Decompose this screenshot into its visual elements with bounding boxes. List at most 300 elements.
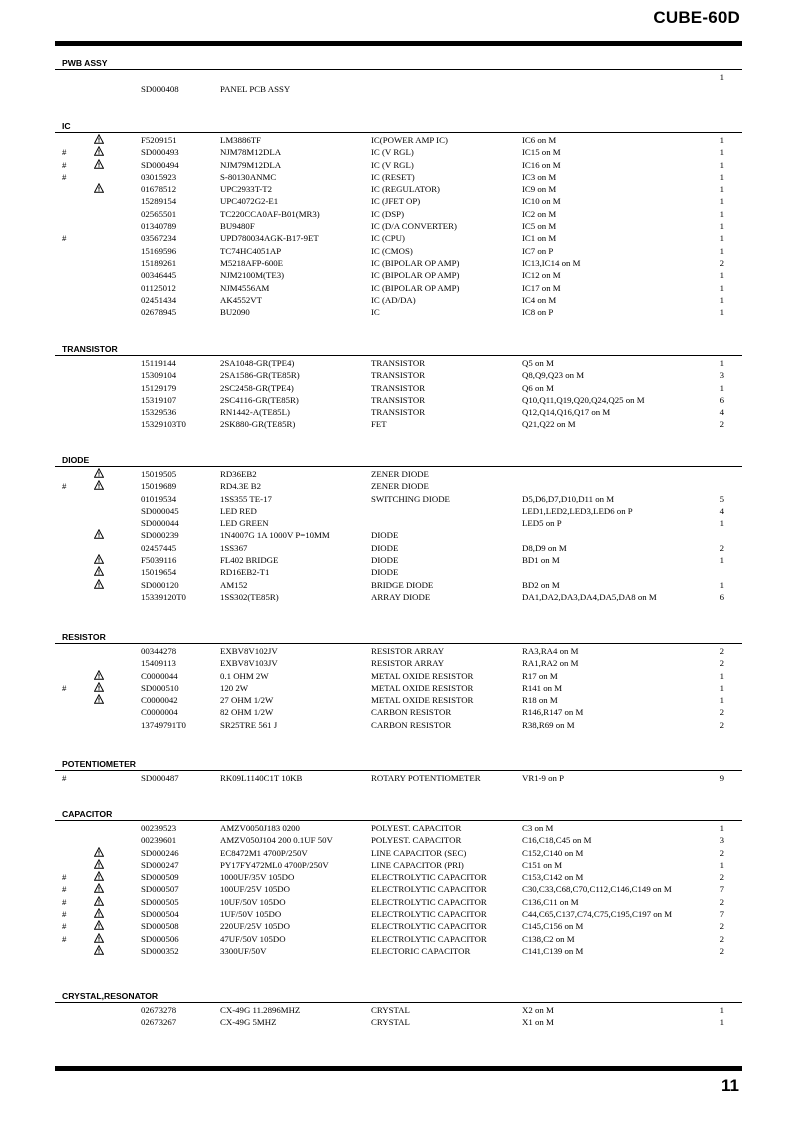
part-description: 27 OHM 1/2W bbox=[220, 695, 274, 706]
part-location: Q8,Q9,Q23 on M bbox=[522, 370, 585, 381]
parts-table bbox=[0, 772, 794, 784]
part-type: IC (JFET OP) bbox=[371, 196, 421, 207]
part-row bbox=[0, 71, 794, 83]
part-location: R38,R69 on M bbox=[522, 719, 575, 730]
section-title: PWB ASSY bbox=[62, 58, 108, 68]
part-row bbox=[0, 146, 794, 158]
part-row bbox=[0, 269, 794, 281]
part-quantity: 1 bbox=[719, 682, 724, 693]
part-description: SR25TRE 561 J bbox=[220, 719, 278, 730]
part-number: C0000042 bbox=[141, 695, 178, 706]
part-quantity: 1 bbox=[719, 72, 724, 82]
part-description: FL402 BRIDGE bbox=[220, 555, 279, 566]
part-description: PY17FY472ML0 4700P/250V bbox=[220, 859, 329, 870]
part-type: IC (D/A CONVERTER) bbox=[371, 221, 457, 232]
part-row bbox=[0, 1016, 794, 1028]
part-quantity: 2 bbox=[719, 719, 724, 730]
part-quantity: 1 bbox=[719, 245, 724, 256]
part-row bbox=[0, 920, 794, 932]
part-location: IC5 on M bbox=[522, 221, 557, 232]
new-part-mark: # bbox=[62, 147, 67, 158]
part-number: 15119144 bbox=[141, 358, 176, 368]
part-number: 15189261 bbox=[141, 257, 177, 268]
part-type: ELECTROLYTIC CAPACITOR bbox=[371, 872, 487, 883]
part-type: IC (CPU) bbox=[371, 233, 405, 244]
part-quantity: 1 bbox=[719, 135, 724, 145]
part-type: ELECTROLYTIC CAPACITOR bbox=[371, 909, 487, 920]
parts-table bbox=[0, 468, 794, 603]
part-location: C145,C156 on M bbox=[522, 921, 584, 932]
part-quantity: 2 bbox=[719, 542, 724, 553]
part-type: METAL OXIDE RESISTOR bbox=[371, 695, 474, 706]
section-title: CAPACITOR bbox=[62, 809, 113, 819]
part-quantity: 6 bbox=[719, 394, 724, 405]
part-number: SD000239 bbox=[141, 530, 179, 541]
part-type: CARBON RESISTOR bbox=[371, 707, 452, 718]
part-quantity: 2 bbox=[719, 707, 724, 718]
part-number: 01019534 bbox=[141, 493, 177, 504]
safety-warning-icon bbox=[94, 883, 104, 893]
part-row bbox=[0, 220, 794, 232]
part-type: ARRAY DIODE bbox=[371, 591, 431, 602]
parts-table bbox=[0, 134, 794, 318]
part-row bbox=[0, 394, 794, 406]
part-description: 10UF/50V 105DO bbox=[220, 896, 286, 907]
part-type: POLYEST. CAPACITOR bbox=[371, 835, 462, 846]
part-type: IC (V RGL) bbox=[371, 147, 414, 158]
part-description: BU9480F bbox=[220, 221, 255, 232]
safety-warning-icon bbox=[94, 871, 104, 881]
section-divider bbox=[55, 466, 742, 467]
part-description: TC74HC4051AP bbox=[220, 245, 282, 256]
part-number: 02451434 bbox=[141, 294, 177, 305]
part-description: 2SC4116-GR(TE85R) bbox=[220, 394, 299, 405]
part-quantity: 1 bbox=[719, 695, 724, 706]
safety-warning-icon bbox=[94, 694, 104, 704]
part-description: 2SA1586-GR(TE85R) bbox=[220, 370, 300, 381]
part-type: IC (RESET) bbox=[371, 171, 415, 182]
part-location: X2 on M bbox=[522, 1005, 554, 1015]
part-number: SD000508 bbox=[141, 921, 179, 932]
part-location: IC7 on P bbox=[522, 245, 554, 256]
part-location: BD1 on M bbox=[522, 555, 560, 566]
part-row bbox=[0, 282, 794, 294]
part-location: C151 on M bbox=[522, 859, 563, 870]
part-number: SD000510 bbox=[141, 682, 179, 693]
part-location: Q12,Q14,Q16,Q17 on M bbox=[522, 407, 611, 418]
part-row bbox=[0, 382, 794, 394]
part-description: AMZV0050J183 0200 bbox=[220, 823, 300, 833]
part-quantity: 7 bbox=[719, 884, 724, 895]
part-description: RD4.3E B2 bbox=[220, 481, 262, 492]
part-number: F5039116 bbox=[141, 555, 177, 566]
part-location: DA1,DA2,DA3,DA4,DA5,DA8 on M bbox=[522, 591, 657, 602]
parts-table bbox=[0, 822, 794, 957]
part-number: C0000044 bbox=[141, 670, 178, 681]
part-number: 15019689 bbox=[141, 481, 177, 492]
part-location: IC13,IC14 on M bbox=[522, 257, 581, 268]
part-type: DIODE bbox=[371, 555, 399, 566]
part-row bbox=[0, 554, 794, 566]
part-description: NJM2100M(TE3) bbox=[220, 270, 285, 281]
part-location: IC6 on M bbox=[522, 135, 557, 145]
part-description: NJM79M12DLA bbox=[220, 159, 282, 170]
part-quantity: 1 bbox=[719, 282, 724, 293]
part-row bbox=[0, 591, 794, 603]
part-row bbox=[0, 480, 794, 492]
part-description: 1000UF/35V 105DO bbox=[220, 872, 295, 883]
parts-table bbox=[0, 645, 794, 731]
part-quantity: 1 bbox=[719, 382, 724, 393]
part-row bbox=[0, 908, 794, 920]
part-number: F5209151 bbox=[141, 135, 177, 145]
safety-warning-icon bbox=[94, 847, 104, 857]
part-description: CX-49G 11.2896MHZ bbox=[220, 1005, 301, 1015]
part-number: 15169596 bbox=[141, 245, 177, 256]
new-part-mark: # bbox=[62, 682, 67, 693]
part-row bbox=[0, 945, 794, 957]
new-part-mark: # bbox=[62, 171, 67, 182]
part-location: Q10,Q11,Q19,Q20,Q24,Q25 on M bbox=[522, 394, 645, 405]
part-quantity: 9 bbox=[719, 773, 724, 783]
part-quantity: 7 bbox=[719, 909, 724, 920]
part-number: 02457445 bbox=[141, 542, 177, 553]
part-number: 15329103T0 bbox=[141, 419, 186, 430]
new-part-mark: # bbox=[62, 773, 67, 783]
part-row bbox=[0, 245, 794, 257]
section-title: DIODE bbox=[62, 455, 90, 465]
part-number: 15319107 bbox=[141, 394, 177, 405]
part-description: 120 2W bbox=[220, 682, 249, 693]
part-description: S-80130ANMC bbox=[220, 171, 277, 182]
part-number: 00344278 bbox=[141, 646, 177, 656]
part-location: Q5 on M bbox=[522, 358, 554, 368]
safety-warning-icon bbox=[94, 146, 104, 156]
part-type: IC (V RGL) bbox=[371, 159, 414, 170]
part-quantity: 2 bbox=[719, 646, 724, 656]
part-row bbox=[0, 883, 794, 895]
part-location: RA1,RA2 on M bbox=[522, 658, 579, 669]
part-description: 1SS355 TE-17 bbox=[220, 493, 272, 504]
part-quantity: 1 bbox=[719, 233, 724, 244]
section-divider bbox=[55, 643, 742, 644]
part-row bbox=[0, 1004, 794, 1016]
part-type: METAL OXIDE RESISTOR bbox=[371, 670, 474, 681]
part-location: C3 on M bbox=[522, 823, 554, 833]
part-number: 01678512 bbox=[141, 184, 177, 195]
part-row bbox=[0, 493, 794, 505]
part-location: IC15 on M bbox=[522, 147, 561, 158]
safety-warning-icon bbox=[94, 933, 104, 943]
part-number: 15309104 bbox=[141, 370, 177, 381]
part-type: IC (REGULATOR) bbox=[371, 184, 440, 195]
part-location: IC3 on M bbox=[522, 171, 557, 182]
part-location: D5,D6,D7,D10,D11 on M bbox=[522, 493, 615, 504]
part-type: TRANSISTOR bbox=[371, 358, 426, 368]
part-location: C153,C142 on M bbox=[522, 872, 584, 883]
new-part-mark: # bbox=[62, 481, 67, 492]
part-number: 03015923 bbox=[141, 171, 177, 182]
part-type: ELECTROLYTIC CAPACITOR bbox=[371, 884, 487, 895]
safety-warning-icon bbox=[94, 859, 104, 869]
part-row bbox=[0, 306, 794, 318]
part-location: LED1,LED2,LED3,LED6 on P bbox=[522, 505, 633, 516]
part-number: SD000408 bbox=[141, 84, 179, 95]
part-location: R146,R147 on M bbox=[522, 707, 584, 718]
parts-table bbox=[0, 357, 794, 431]
part-description: CX-49G 5MHZ bbox=[220, 1017, 277, 1028]
part-number: 02678945 bbox=[141, 307, 177, 318]
part-quantity: 1 bbox=[719, 823, 724, 833]
part-quantity: 1 bbox=[719, 307, 724, 318]
part-row bbox=[0, 706, 794, 718]
part-row bbox=[0, 357, 794, 369]
part-row bbox=[0, 294, 794, 306]
part-location: IC17 on M bbox=[522, 282, 561, 293]
part-quantity: 1 bbox=[719, 579, 724, 590]
part-description: 1SS367 bbox=[220, 542, 248, 553]
part-row bbox=[0, 847, 794, 859]
part-description: 1N4007G 1A 1000V P=10MM bbox=[220, 530, 330, 541]
part-row bbox=[0, 134, 794, 146]
page-number: 11 bbox=[721, 1076, 739, 1095]
part-location: R141 on M bbox=[522, 682, 563, 693]
part-row bbox=[0, 257, 794, 269]
part-description: LED GREEN bbox=[220, 518, 269, 529]
part-type: LINE CAPACITOR (PRI) bbox=[371, 859, 464, 870]
part-number: 01340789 bbox=[141, 221, 177, 232]
part-location: IC10 on M bbox=[522, 196, 561, 207]
part-row bbox=[0, 159, 794, 171]
part-number: SD000487 bbox=[141, 773, 179, 783]
part-description: 3300UF/50V bbox=[220, 945, 267, 956]
part-location: VR1-9 on P bbox=[522, 773, 565, 783]
safety-warning-icon bbox=[94, 554, 104, 564]
part-number: SD000493 bbox=[141, 147, 179, 158]
new-part-mark: # bbox=[62, 872, 67, 883]
part-location: R18 on M bbox=[522, 695, 558, 706]
part-row bbox=[0, 183, 794, 195]
part-type: ZENER DIODE bbox=[371, 481, 429, 492]
section-divider bbox=[55, 69, 742, 70]
part-location: Q6 on M bbox=[522, 382, 554, 393]
part-row bbox=[0, 208, 794, 220]
part-number: SD000247 bbox=[141, 859, 179, 870]
part-description: UPC4072G2-E1 bbox=[220, 196, 279, 207]
part-description: NJM4556AM bbox=[220, 282, 270, 293]
part-type: CRYSTAL bbox=[371, 1017, 410, 1028]
part-number: SD000120 bbox=[141, 579, 179, 590]
part-location: X1 on M bbox=[522, 1017, 554, 1028]
new-part-mark: # bbox=[62, 233, 67, 244]
part-number: 15409113 bbox=[141, 658, 176, 669]
part-location: IC12 on M bbox=[522, 270, 561, 281]
part-quantity: 1 bbox=[719, 147, 724, 158]
part-row bbox=[0, 232, 794, 244]
part-row bbox=[0, 195, 794, 207]
footer-rule bbox=[55, 1066, 742, 1071]
section-divider bbox=[55, 820, 742, 821]
safety-warning-icon bbox=[94, 579, 104, 589]
part-type: DIODE bbox=[371, 542, 399, 553]
part-description: RK09L1140C1T 10KB bbox=[220, 773, 303, 783]
part-location: RA3,RA4 on M bbox=[522, 646, 579, 656]
part-type: POLYEST. CAPACITOR bbox=[371, 823, 462, 833]
part-type: BRIDGE DIODE bbox=[371, 579, 434, 590]
part-description: AMZV050J104 200 0.1UF 50V bbox=[220, 835, 333, 846]
section-title: IC bbox=[62, 121, 71, 131]
part-row bbox=[0, 933, 794, 945]
part-row bbox=[0, 682, 794, 694]
part-quantity: 1 bbox=[719, 294, 724, 305]
part-type: IC(POWER AMP IC) bbox=[371, 135, 448, 145]
safety-warning-icon bbox=[94, 468, 104, 478]
section-title: POTENTIOMETER bbox=[62, 759, 137, 769]
part-description: EXBV8V103JV bbox=[220, 658, 278, 669]
part-type: ROTARY POTENTIOMETER bbox=[371, 773, 481, 783]
part-row bbox=[0, 83, 794, 95]
part-description: 1UF/50V 105DO bbox=[220, 909, 282, 920]
part-location: IC1 on M bbox=[522, 233, 557, 244]
part-number: C0000004 bbox=[141, 707, 178, 718]
safety-warning-icon bbox=[94, 566, 104, 576]
part-description: 2SK880-GR(TE85R) bbox=[220, 419, 296, 430]
part-number: SD000246 bbox=[141, 847, 179, 858]
part-description: EXBV8V102JV bbox=[220, 646, 278, 656]
part-description: TC220CCA0AF-B01(MR3) bbox=[220, 208, 320, 219]
part-row bbox=[0, 505, 794, 517]
part-type: IC (BIPOLAR OP AMP) bbox=[371, 257, 460, 268]
part-description: RN1442-A(TE85L) bbox=[220, 407, 290, 418]
part-description: 220UF/25V 105DO bbox=[220, 921, 290, 932]
part-description: 2SC2458-GR(TPE4) bbox=[220, 382, 294, 393]
part-location: LED5 on P bbox=[522, 518, 562, 529]
part-quantity: 1 bbox=[719, 358, 724, 368]
part-number: 00239601 bbox=[141, 835, 177, 846]
part-quantity: 1 bbox=[719, 270, 724, 281]
part-type: IC (AD/DA) bbox=[371, 294, 416, 305]
part-description: UPC2933T-T2 bbox=[220, 184, 272, 195]
part-number: 02565501 bbox=[141, 208, 177, 219]
safety-warning-icon bbox=[94, 183, 104, 193]
part-type: FET bbox=[371, 419, 387, 430]
part-row bbox=[0, 871, 794, 883]
part-row bbox=[0, 834, 794, 846]
model-title: CUBE-60D bbox=[653, 8, 740, 27]
part-type: ELECTROLYTIC CAPACITOR bbox=[371, 921, 487, 932]
part-number: SD000044 bbox=[141, 518, 179, 529]
part-location: IC2 on M bbox=[522, 208, 557, 219]
part-quantity: 1 bbox=[719, 1017, 724, 1028]
parts-table bbox=[0, 71, 794, 96]
part-type: IC (DSP) bbox=[371, 208, 404, 219]
part-quantity: 2 bbox=[719, 658, 724, 669]
part-type: ZENER DIODE bbox=[371, 469, 429, 479]
part-quantity: 1 bbox=[719, 159, 724, 170]
part-quantity: 3 bbox=[719, 370, 724, 381]
part-quantity: 2 bbox=[719, 921, 724, 932]
part-quantity: 4 bbox=[719, 407, 724, 418]
part-quantity: 4 bbox=[719, 505, 724, 516]
part-number: 13749791T0 bbox=[141, 719, 186, 730]
part-description: NJM78M12DLA bbox=[220, 147, 282, 158]
part-row bbox=[0, 670, 794, 682]
part-location: C141,C139 on M bbox=[522, 945, 584, 956]
part-row bbox=[0, 859, 794, 871]
part-quantity: 2 bbox=[719, 257, 724, 268]
section-divider bbox=[55, 355, 742, 356]
part-description: UPD780034AGK-B17-9ET bbox=[220, 233, 319, 244]
new-part-mark: # bbox=[62, 909, 67, 920]
part-location: IC9 on M bbox=[522, 184, 557, 195]
part-description: LM3886TF bbox=[220, 135, 262, 145]
safety-warning-icon bbox=[94, 682, 104, 692]
part-description: BU2090 bbox=[220, 307, 250, 318]
part-number: 03567234 bbox=[141, 233, 177, 244]
section-title: CRYSTAL,RESONATOR bbox=[62, 991, 159, 1001]
part-quantity: 1 bbox=[719, 196, 724, 207]
part-row bbox=[0, 566, 794, 578]
part-row bbox=[0, 694, 794, 706]
part-row bbox=[0, 542, 794, 554]
part-number: SD000507 bbox=[141, 884, 179, 895]
part-type: LINE CAPACITOR (SEC) bbox=[371, 847, 467, 858]
part-location: C16,C18,C45 on M bbox=[522, 835, 592, 846]
safety-warning-icon bbox=[94, 670, 104, 680]
part-quantity: 1 bbox=[719, 1005, 724, 1015]
part-row bbox=[0, 517, 794, 529]
part-quantity: 1 bbox=[719, 555, 724, 566]
part-quantity: 1 bbox=[719, 670, 724, 681]
part-number: 15339120T0 bbox=[141, 591, 186, 602]
part-type: TRANSISTOR bbox=[371, 382, 426, 393]
new-part-mark: # bbox=[62, 159, 67, 170]
part-number: SD000505 bbox=[141, 896, 179, 907]
part-number: SD000494 bbox=[141, 159, 179, 170]
parts-table bbox=[0, 1004, 794, 1029]
new-part-mark: # bbox=[62, 933, 67, 944]
part-row bbox=[0, 822, 794, 834]
part-quantity: 1 bbox=[719, 171, 724, 182]
part-description: LED RED bbox=[220, 505, 257, 516]
section-divider bbox=[55, 132, 742, 133]
part-location: IC8 on P bbox=[522, 307, 554, 318]
part-row bbox=[0, 418, 794, 430]
part-row bbox=[0, 406, 794, 418]
part-number: SD000509 bbox=[141, 872, 179, 883]
part-type: TRANSISTOR bbox=[371, 407, 426, 418]
header-rule bbox=[55, 41, 742, 46]
part-location: C152,C140 on M bbox=[522, 847, 584, 858]
part-description: 47UF/50V 105DO bbox=[220, 933, 286, 944]
part-quantity: 1 bbox=[719, 518, 724, 529]
part-number: 01125012 bbox=[141, 282, 176, 293]
part-description: 82 OHM 1/2W bbox=[220, 707, 274, 718]
part-number: 15019654 bbox=[141, 567, 177, 578]
part-location: IC4 on M bbox=[522, 294, 557, 305]
part-type: DIODE bbox=[371, 530, 399, 541]
part-number: 15289154 bbox=[141, 196, 177, 207]
part-number: 02673267 bbox=[141, 1017, 177, 1028]
part-description: 2SA1048-GR(TPE4) bbox=[220, 358, 295, 368]
safety-warning-icon bbox=[94, 159, 104, 169]
part-location: C44,C65,C137,C74,C75,C195,C197 on M bbox=[522, 909, 673, 920]
part-type: IC (BIPOLAR OP AMP) bbox=[371, 270, 460, 281]
section-title: RESISTOR bbox=[62, 632, 106, 642]
part-number: SD000504 bbox=[141, 909, 179, 920]
part-type: IC (BIPOLAR OP AMP) bbox=[371, 282, 460, 293]
part-description: RD36EB2 bbox=[220, 469, 257, 479]
